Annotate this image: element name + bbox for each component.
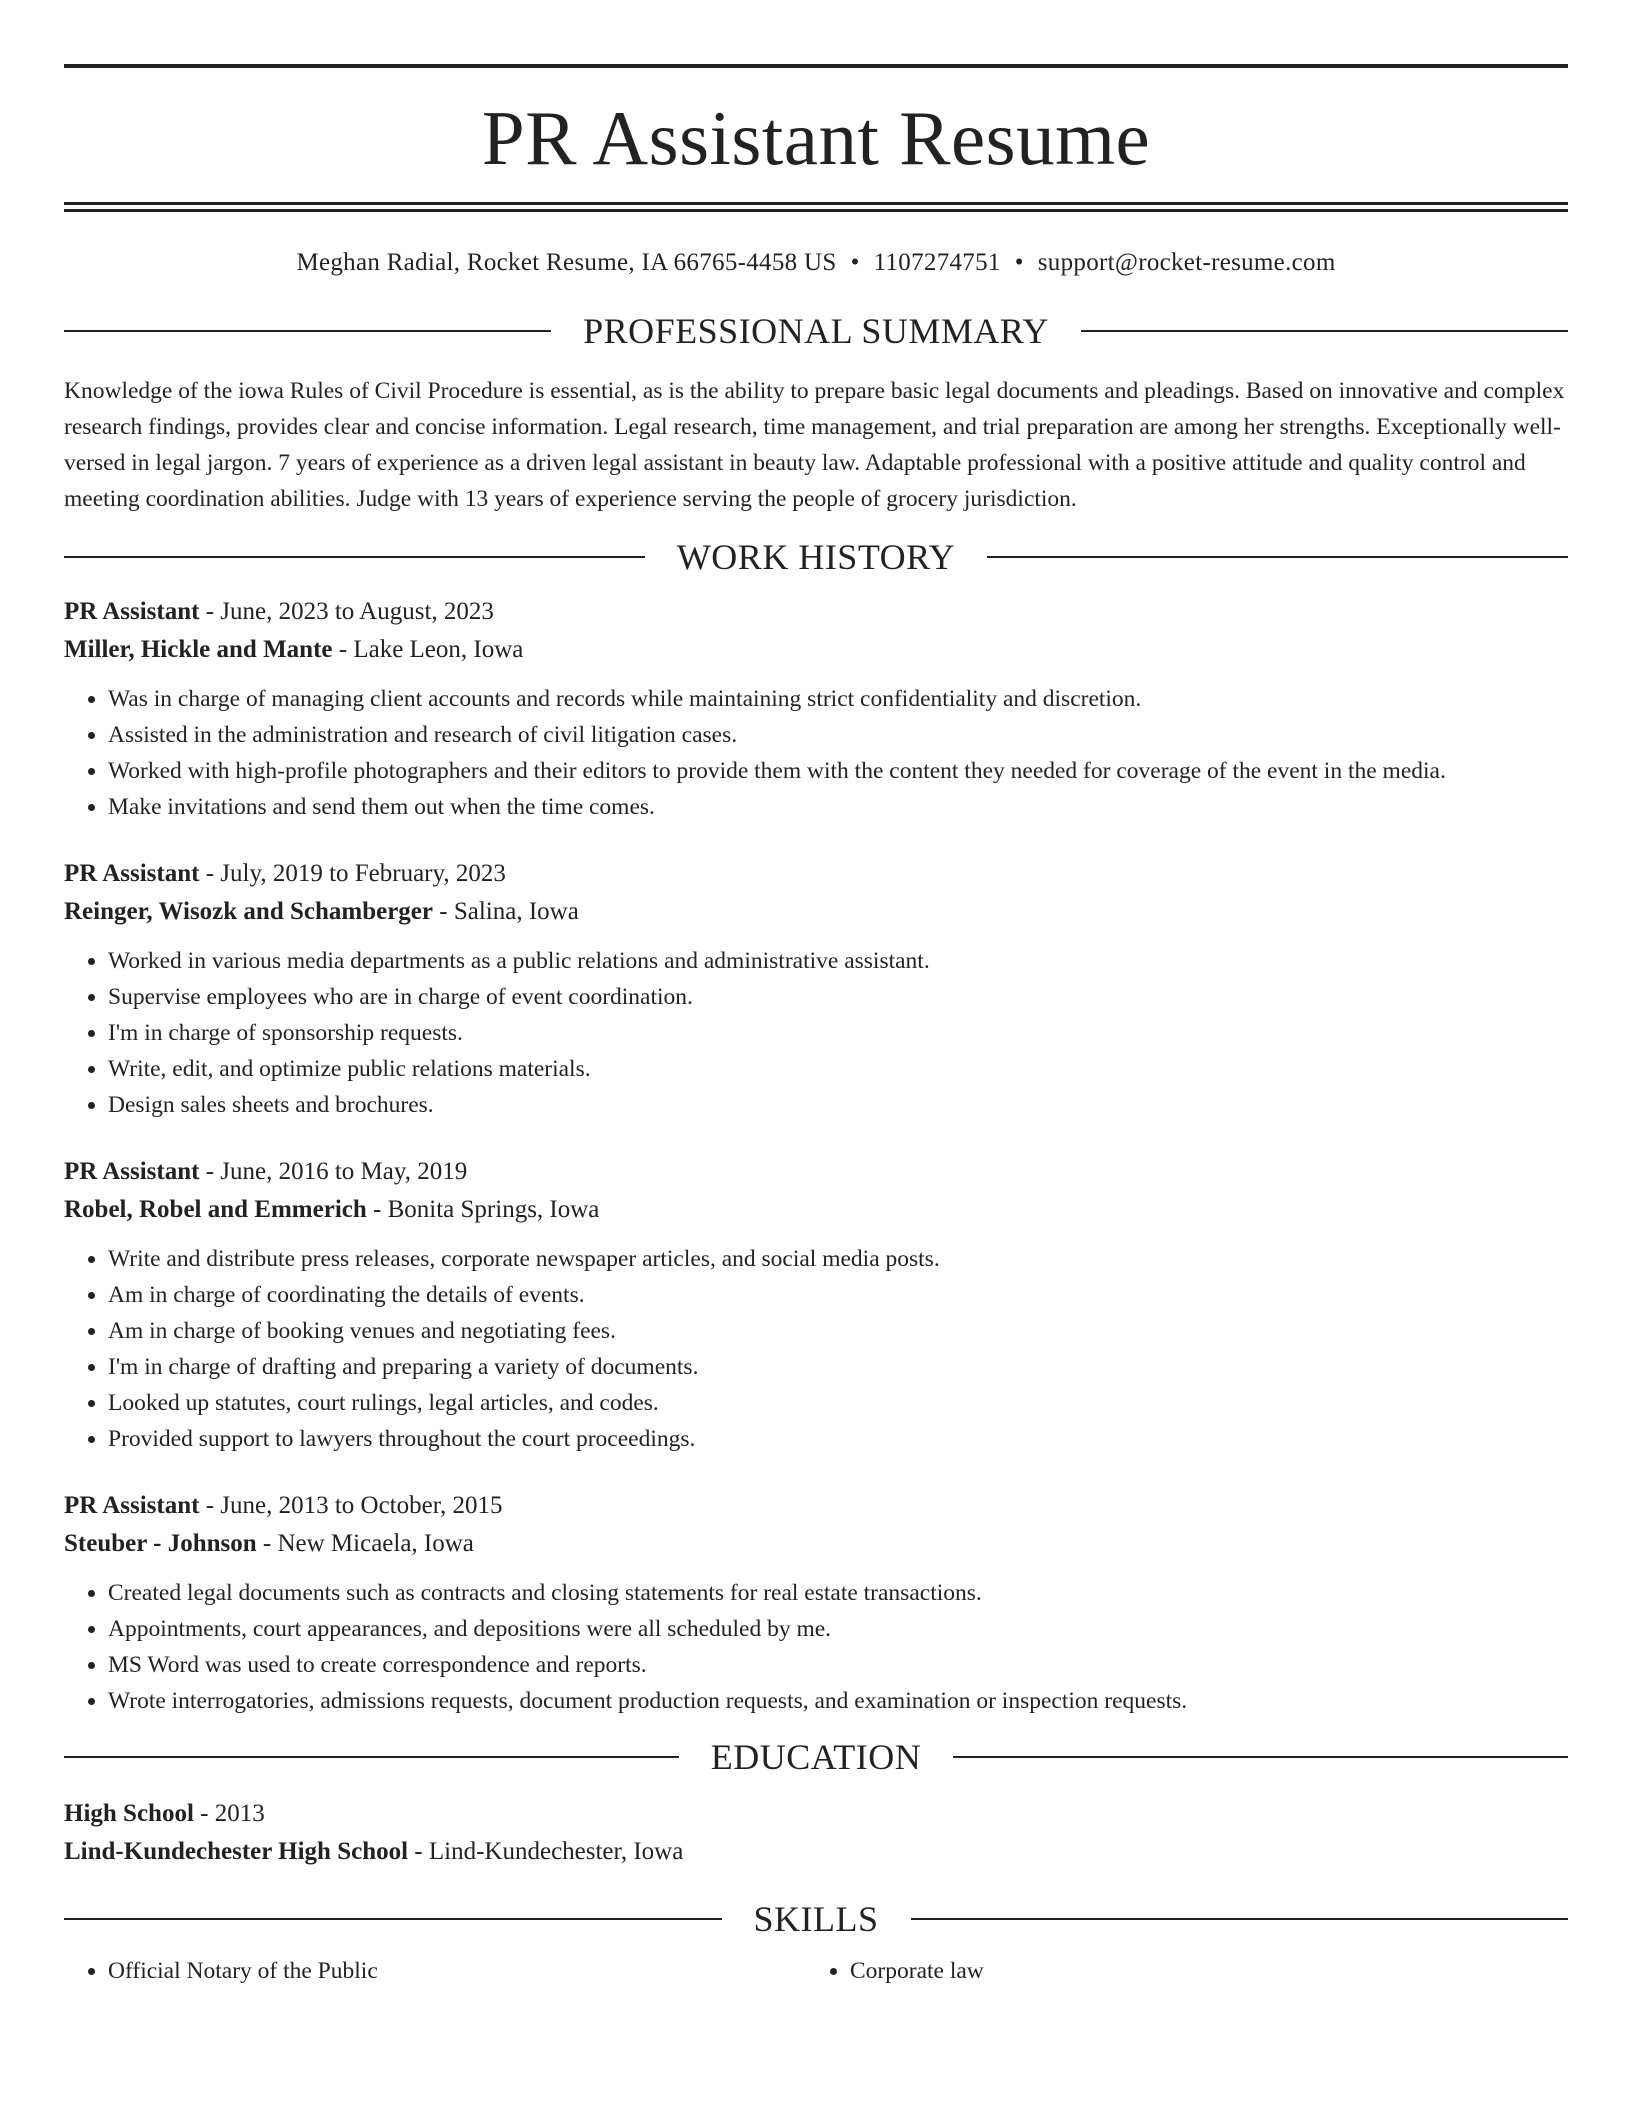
list-item: • MS Word was used to create correspondence and reports. [108,1647,1568,1683]
job-title: PR Assistant [64,1492,200,1519]
job-dates: - June, 2013 to October, 2015 [199,1492,503,1519]
list-item: • Looked up statutes, court rulings, legal articles, and codes. [108,1385,1568,1421]
company-name: Reinger, Wisozk and Schamberger [64,898,433,925]
list-item: • Appointments, court appearances, and depositions were all scheduled by me. [108,1611,1568,1647]
heading-rule [987,556,1568,558]
company-name: Robel, Robel and Emmerich [64,1196,367,1223]
job-entry [64,855,1568,1123]
list-item: • Write, edit, and optimize public relations materials. [108,1051,1568,1087]
heading-rule [911,1918,1569,1920]
title-double-rule [64,202,1568,212]
education-entry [64,1795,1568,1871]
heading-rule [64,330,551,332]
job-entry [64,1487,1568,1719]
job-title: PR Assistant [64,1158,200,1185]
section-heading-work-history [64,539,1568,575]
contact-separator: • [850,249,860,276]
section-heading-label: WORK HISTORY [676,537,956,577]
job-entry [64,1153,1568,1457]
list-item: • Created legal documents such as contracts and closing statements for real estate transactions. [108,1575,1568,1611]
skills-grid [64,1953,1568,1989]
job-title: PR Assistant [64,860,200,887]
school-name: Lind-Kundechester High School [64,1838,409,1865]
section-heading-label: PROFESSIONAL SUMMARY [583,311,1049,351]
job-title-line [64,855,1568,893]
list-item: • Wrote interrogatories, admissions requests, document production requests, and examination or inspection requests. [108,1683,1568,1719]
section-heading-label: SKILLS [753,1899,879,1939]
heading-rule [953,1756,1568,1758]
heading-rule [1081,330,1568,332]
section-heading-summary [64,313,1568,349]
company-location: - Salina, Iowa [433,898,579,925]
section-heading-label: EDUCATION [710,1737,922,1777]
list-item: • I'm in charge of drafting and preparing a variety of documents. [108,1349,1568,1385]
list-item: • Am in charge of booking venues and negotiating fees. [108,1313,1568,1349]
contact-address: Meghan Radial, Rocket Resume, IA 66765-4458 US [296,249,837,276]
contact-phone: 1107274751 [873,249,1001,276]
heading-rule [64,1756,679,1758]
company-line [64,631,1568,669]
summary-text: Knowledge of the iowa Rules of Civil Procedure is essential, as is the ability to prepare basic legal documents and pleadings. Based on innovative and complex research findings, provides clear and concise information. Legal research, time management, and trial preparation are among her strengths. Exceptionally well-versed in legal jargon. 7 years of experience as a driven legal assistant in beauty law. Adaptable professional with a positive attitude and quality control and meeting coordination abilities. Judge with 13 years of experience serving the people of grocery jurisdiction. [64,378,1565,512]
job-bullets [64,1575,1568,1719]
job-title: PR Assistant [64,598,200,625]
contact-email: support@rocket-resume.com [1037,249,1336,276]
list-item: • Design sales sheets and brochures. [108,1087,1568,1123]
job-bullets [64,681,1568,825]
job-title-line [64,1153,1568,1191]
list-item: • Supervise employees who are in charge of event coordination. [108,979,1568,1015]
skill-item: • Corporate law [850,1953,1548,1989]
list-item: • Provided support to lawyers throughout the court proceedings. [108,1421,1568,1457]
list-item: • Am in charge of coordinating the details of events. [108,1277,1568,1313]
job-dates: - June, 2016 to May, 2019 [199,1158,468,1185]
top-rule [64,64,1568,68]
job-entry [64,593,1568,825]
list-item: • Was in charge of managing client accounts and records while maintaining strict confidentiality and discretion. [108,681,1568,717]
list-item: • Make invitations and send them out when the time comes. [108,789,1568,825]
school-location: - Lind-Kundechester, Iowa [408,1838,684,1865]
contact-separator: • [1014,249,1024,276]
list-item: • Assisted in the administration and research of civil litigation cases. [108,717,1568,753]
job-dates: - June, 2023 to August, 2023 [199,598,494,625]
list-item: • I'm in charge of sponsorship requests. [108,1015,1568,1051]
contact-line [64,250,1568,275]
list-item: • Worked with high-profile photographers and their editors to provide them with the content they needed for coverage of the event in the media. [108,753,1568,789]
resume-page [64,0,1568,1989]
job-dates: - July, 2019 to February, 2023 [199,860,506,887]
company-line [64,893,1568,931]
company-line [64,1191,1568,1229]
section-heading-skills [64,1901,1568,1937]
list-item: • Write and distribute press releases, corporate newspaper articles, and social media posts. [108,1241,1568,1277]
company-name: Miller, Hickle and Mante [64,636,333,663]
resume-title: PR Assistant Resume [481,95,1151,181]
company-location: - Bonita Springs, Iowa [366,1196,600,1223]
heading-rule [64,556,645,558]
degree-name: High School [64,1800,194,1827]
section-heading-education [64,1739,1568,1775]
degree-year: - 2013 [193,1800,265,1827]
skill-item: • Official Notary of the Public [108,1953,806,1989]
degree-line [64,1795,1568,1833]
company-location: - New Micaela, Iowa [256,1530,474,1557]
skills-column-right [806,1953,1548,1989]
company-name: Steuber - Johnson [64,1530,257,1557]
skills-column-left [64,1953,806,1989]
company-line [64,1525,1568,1563]
school-line [64,1833,1568,1871]
skills-list [64,1953,806,1989]
job-title-line [64,593,1568,631]
job-title-line [64,1487,1568,1525]
skills-list [806,1953,1548,1989]
job-bullets [64,943,1568,1123]
list-item: • Worked in various media departments as a public relations and administrative assistant. [108,943,1568,979]
job-bullets [64,1241,1568,1457]
heading-rule [64,1918,722,1920]
company-location: - Lake Leon, Iowa [332,636,524,663]
